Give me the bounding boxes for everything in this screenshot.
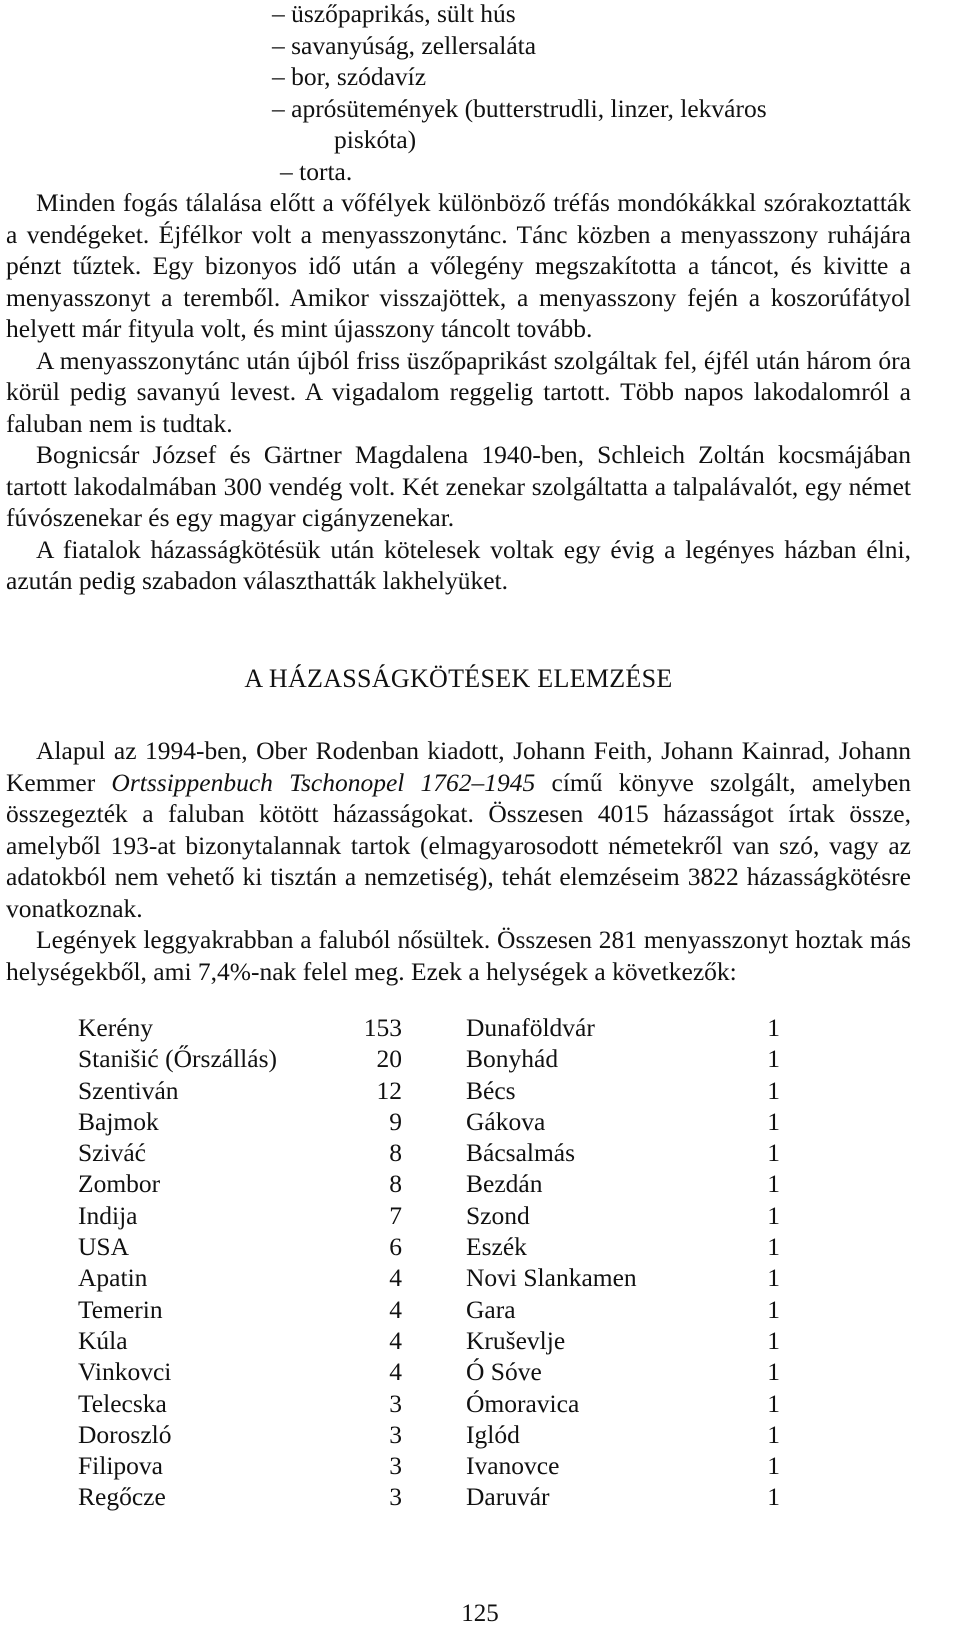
place-name: Regőcze <box>78 1482 166 1512</box>
place-count: 1 <box>767 1138 780 1168</box>
table-row <box>466 1231 786 1262</box>
paragraph: A fiatalok házasságkötésük után kötelesek voltak egy évig a legényes házban élni, azután pedig szabadon választhatták lakhelyüket. <box>6 534 911 595</box>
table-row <box>466 1294 786 1325</box>
table-row <box>78 1356 408 1387</box>
list-item: – aprósütemények (butterstrudli, linzer, lekváros <box>272 93 767 123</box>
place-count: 1 <box>767 1200 780 1230</box>
table-row <box>78 1294 408 1325</box>
place-count: 3 <box>389 1482 402 1512</box>
place-name: Doroszló <box>78 1419 172 1449</box>
table-row <box>466 1168 786 1199</box>
place-name: Bácsalmás <box>466 1138 576 1168</box>
place-name: Iglód <box>466 1419 520 1449</box>
place-count: 1 <box>767 1357 780 1387</box>
table-row <box>466 1325 786 1356</box>
table-row <box>78 1168 408 1199</box>
place-count: 3 <box>389 1451 402 1481</box>
place-name: Dunaföldvár <box>466 1013 595 1042</box>
table-row <box>78 1106 408 1137</box>
table-row <box>466 1137 786 1168</box>
place-count: 1 <box>767 1013 780 1042</box>
table-row <box>78 1450 408 1481</box>
place-count: 9 <box>389 1106 402 1136</box>
place-count: 1 <box>767 1263 780 1293</box>
table-row <box>466 1075 786 1106</box>
place-name: Telecska <box>78 1388 167 1418</box>
place-count: 7 <box>389 1200 402 1230</box>
places-table-right <box>466 1012 786 1513</box>
text-block-2 <box>6 735 911 987</box>
place-name: Bezdán <box>466 1169 543 1199</box>
place-name: Zombor <box>78 1169 161 1199</box>
place-count: 4 <box>389 1294 402 1324</box>
table-row <box>78 1012 408 1043</box>
place-count: 1 <box>767 1451 780 1481</box>
section-heading: A HÁZASSÁGKÖTÉSEK ELEMZÉSE <box>244 664 673 693</box>
place-name: Temerin <box>78 1294 163 1324</box>
place-name: Bécs <box>466 1075 516 1105</box>
place-name: Stanišić (Őrszállás) <box>78 1044 277 1074</box>
list-item: – savanyúság, zellersaláta <box>272 30 537 60</box>
place-name: Ó Sóve <box>466 1357 542 1387</box>
places-table-left <box>78 1012 408 1513</box>
place-name: Kruševlje <box>466 1325 566 1355</box>
table-row <box>466 1356 786 1387</box>
table-row <box>78 1481 408 1512</box>
place-count: 1 <box>767 1044 780 1074</box>
place-count: 4 <box>389 1263 402 1293</box>
place-count: 1 <box>767 1169 780 1199</box>
place-name: Gara <box>466 1294 516 1324</box>
place-name: Indija <box>78 1200 138 1230</box>
paragraph: A menyasszonytánc után újból friss üszőpaprikást szolgáltak fel, éjfél után három óra körül pedig savanyú levest. A vigadalom reggelig tartott. Több napos lakodalomról a faluban nem is tudtak. <box>6 345 911 438</box>
place-name: Gákova <box>466 1106 546 1136</box>
table-row <box>466 1106 786 1137</box>
table-row <box>466 1388 786 1419</box>
place-count: 3 <box>389 1419 402 1449</box>
place-name: Novi Slankamen <box>466 1263 637 1293</box>
place-count: 1 <box>767 1419 780 1449</box>
table-row <box>466 1419 786 1450</box>
place-count: 8 <box>389 1169 402 1199</box>
paragraph-text: című könyve szolgált, amelyben összegezték a faluban kötött házasságokat. Összesen 4015 házasságot írtak össze, amelyből 193-at bizonytalannak tartok (elmagyarosodott németekről van szó, vagy az adatokból nem vehető ki tisztán a nemzetiség), tehát elemzéseim 3822 házasságkötésre vonatkoznak. <box>6 767 911 923</box>
table-row <box>466 1481 786 1512</box>
place-name: Vinkovci <box>78 1357 172 1387</box>
place-name: Kerény <box>78 1013 154 1042</box>
table-row <box>78 1075 408 1106</box>
place-count: 153 <box>363 1013 402 1042</box>
paragraph: Legények leggyakrabban a faluból nősültek. Összesen 281 menyasszonyt hoztak más helységekből, ami 7,4%-nak felel meg. Ezek a helységek a következők: <box>6 925 911 986</box>
place-count: 12 <box>376 1075 402 1105</box>
place-name: Eszék <box>466 1232 527 1262</box>
place-name: Szond <box>466 1200 530 1230</box>
table-row <box>78 1200 408 1231</box>
place-count: 20 <box>376 1044 402 1074</box>
place-name: Filipova <box>78 1451 164 1481</box>
place-count: 3 <box>389 1388 402 1418</box>
place-name: Bonyhád <box>466 1044 559 1074</box>
table-row <box>466 1012 786 1043</box>
place-count: 1 <box>767 1106 780 1136</box>
place-name: USA <box>78 1232 130 1262</box>
place-count: 1 <box>767 1325 780 1355</box>
place-name: Daruvár <box>466 1482 550 1512</box>
place-count: 8 <box>389 1138 402 1168</box>
place-count: 6 <box>389 1232 402 1262</box>
place-count: 1 <box>767 1482 780 1512</box>
place-name: Kúla <box>78 1325 128 1355</box>
table-row <box>466 1043 786 1074</box>
place-name: Sziváć <box>78 1138 146 1168</box>
menu-list <box>272 0 912 187</box>
page-number: 125 <box>461 1600 499 1627</box>
table-row <box>78 1231 408 1262</box>
paragraph <box>6 735 911 924</box>
place-name: Ómoravica <box>466 1388 580 1418</box>
table-row <box>78 1137 408 1168</box>
place-count: 4 <box>389 1357 402 1387</box>
place-count: 1 <box>767 1388 780 1418</box>
table-row <box>78 1419 408 1450</box>
table-row <box>78 1262 408 1293</box>
place-count: 1 <box>767 1232 780 1262</box>
place-name: Bajmok <box>78 1106 159 1136</box>
paragraph: Minden fogás tálalása előtt a vőfélyek különböző tréfás mondókákkal szórakoztatták a vendégeket. Éjfélkor volt a menyasszonytánc. Tánc közben a menyasszony ruhájára pénzt tűztek. Egy bizonyos idő után a vőlegény megszakította a táncot, és kivitte a menyasszonyt a teremből. Amikor visszajöttek, a menyasszony fején a koszorúfátyol helyett már fityula volt, és mint újasszony táncolt tovább. <box>6 188 911 343</box>
place-name: Szentiván <box>78 1075 179 1105</box>
table-row <box>78 1325 408 1356</box>
list-item: piskóta) <box>334 125 417 154</box>
paragraph: Bognicsár József és Gärtner Magdalena 1940-ben, Schleich Zoltán kocsmájában tartott lakodalmában 300 vendég volt. Két zenekar szolgáltatta a talpalávalót, egy német fúvószenekar és egy magyar cigányzenekar. <box>6 440 911 532</box>
table-row <box>466 1262 786 1293</box>
table-row <box>466 1450 786 1481</box>
book-title: Ortssippenbuch Tschonopel 1762–1945 <box>111 767 536 797</box>
place-count: 4 <box>389 1325 402 1355</box>
place-count: 1 <box>767 1075 780 1105</box>
list-item: – bor, szódavíz <box>272 62 427 91</box>
list-item: – üszőpaprikás, sült hús <box>272 0 516 28</box>
place-name: Apatin <box>78 1263 148 1293</box>
table-row <box>466 1200 786 1231</box>
text-block-1 <box>6 187 911 597</box>
place-count: 1 <box>767 1294 780 1324</box>
table-row <box>78 1388 408 1419</box>
table-row <box>78 1043 408 1074</box>
place-name: Ivanovce <box>466 1451 560 1481</box>
list-item: – torta. <box>280 156 353 186</box>
paragraph-text: Alapul az 1994-ben, Ober Rodenban kiadott, Johann Feith, Johann Kainrad, Johann Kemmer <box>6 736 911 797</box>
